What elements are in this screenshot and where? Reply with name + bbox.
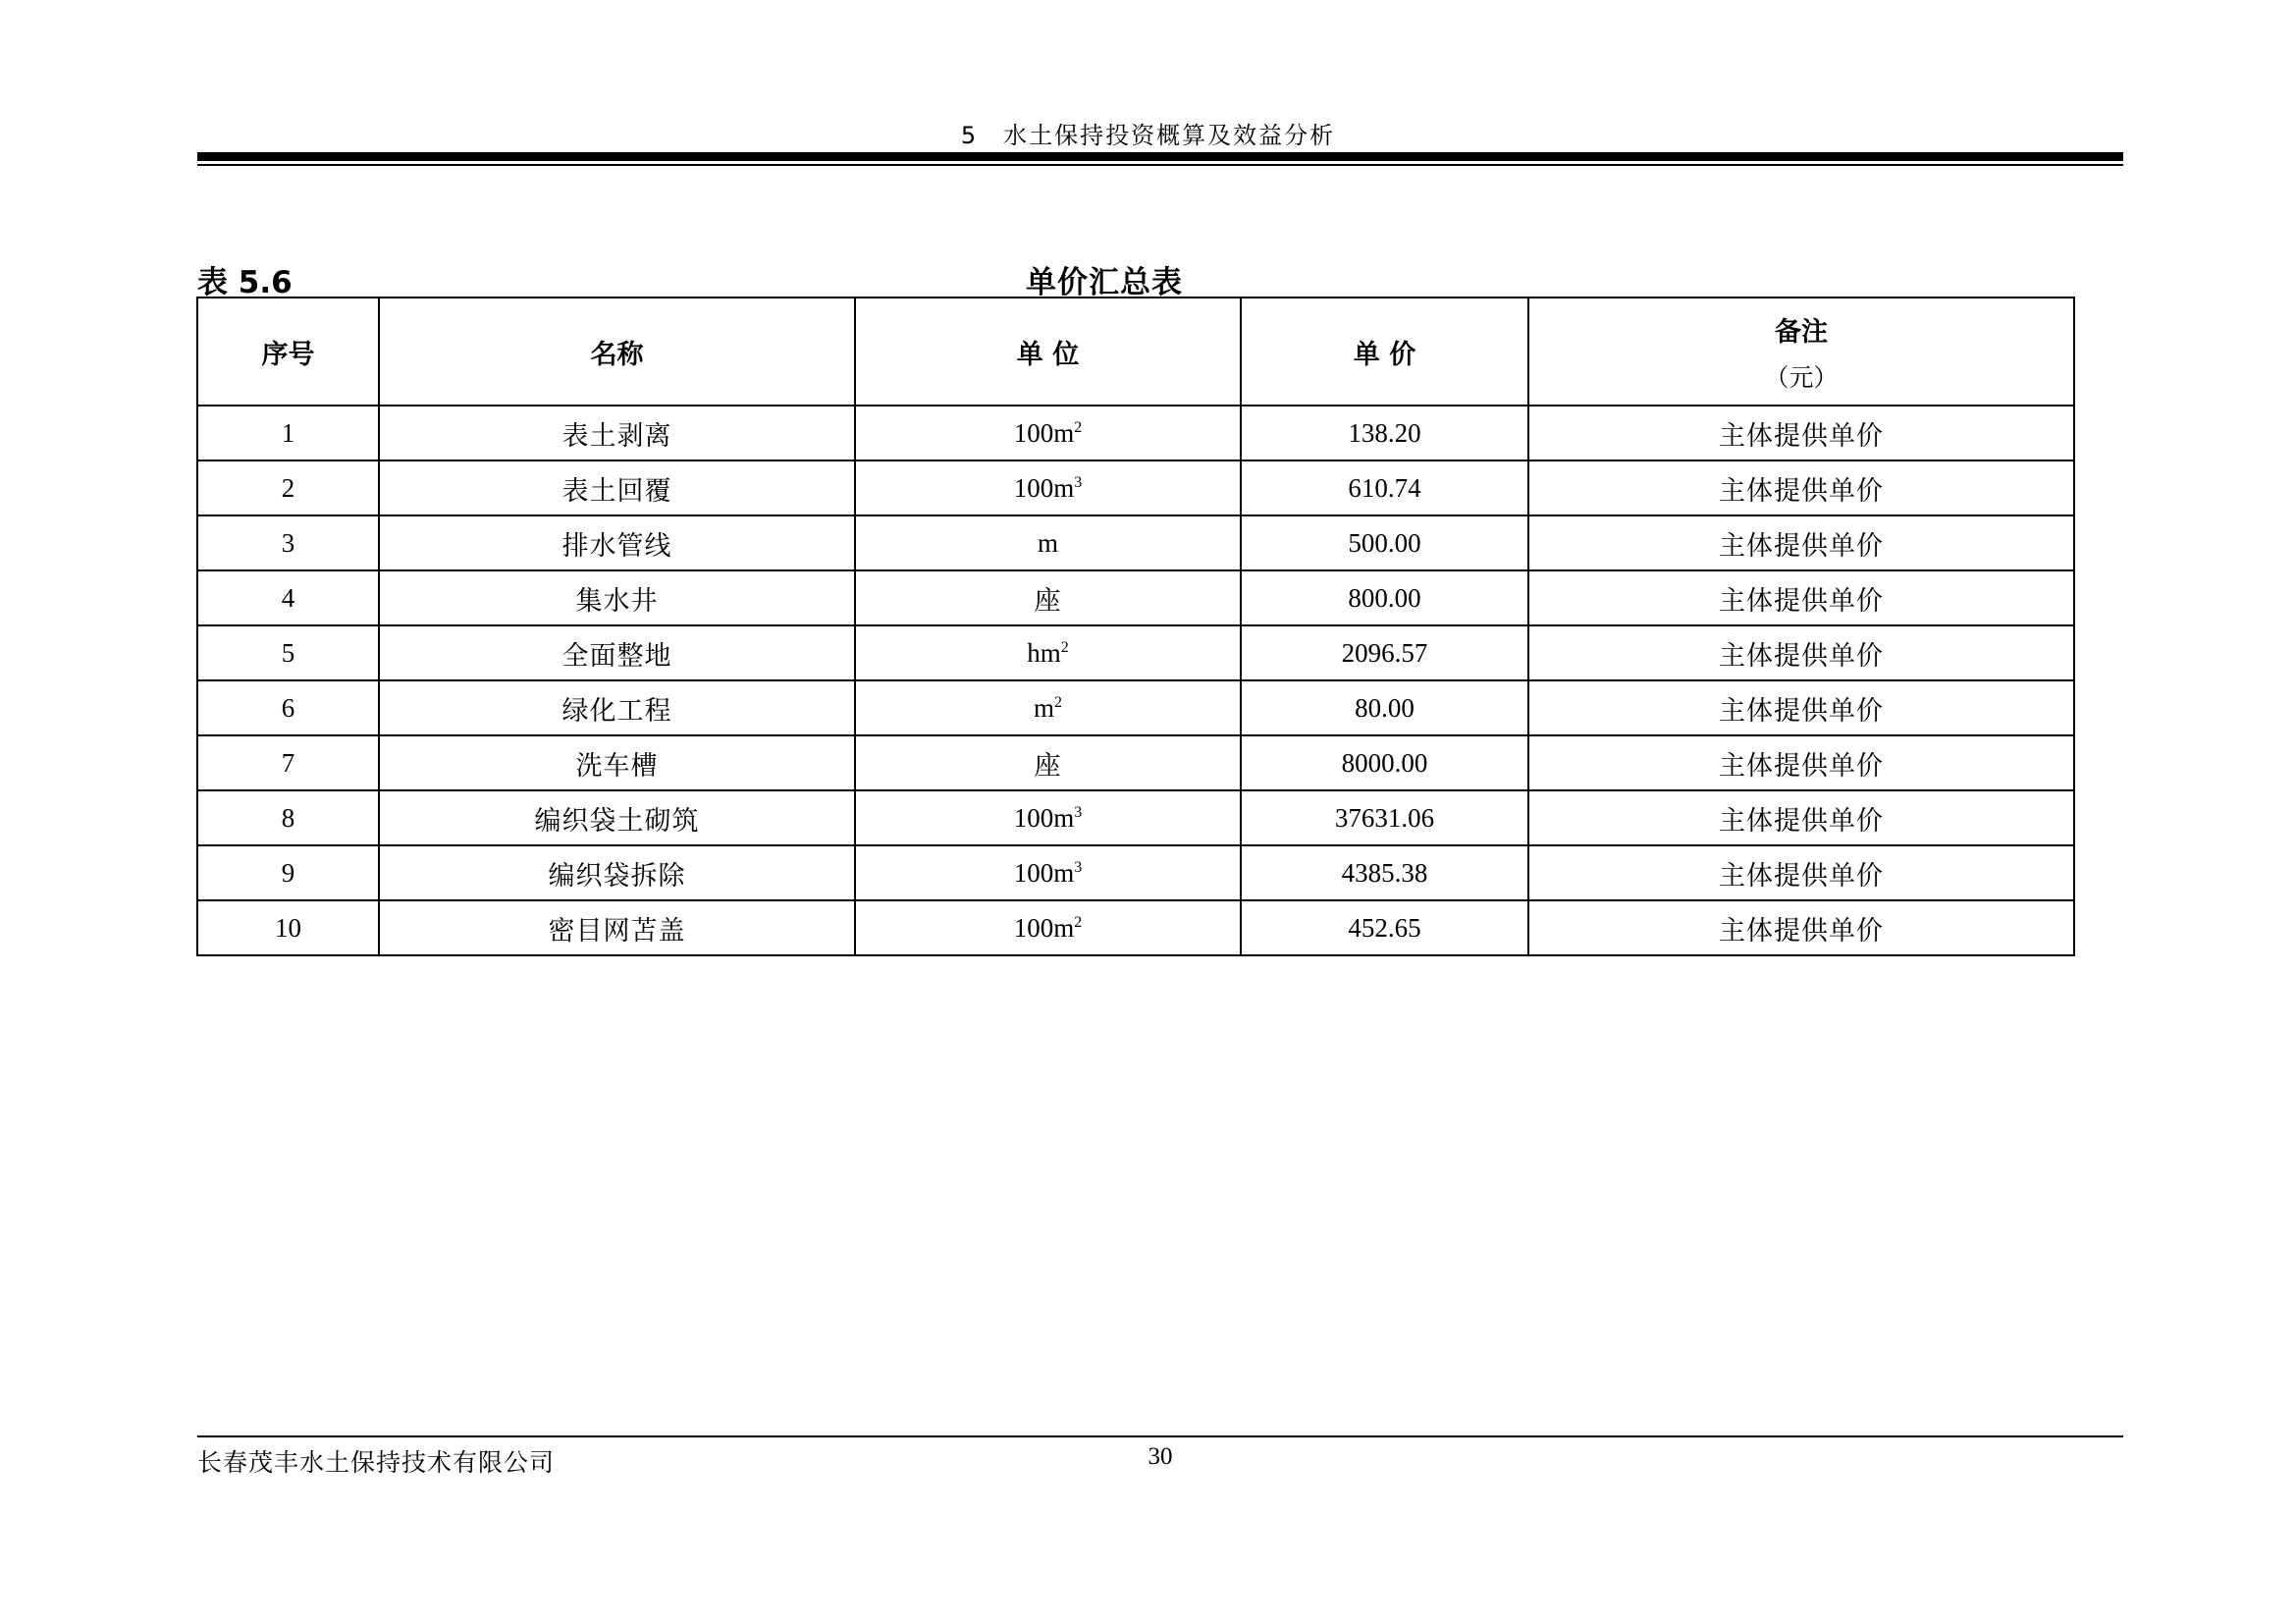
- cell-name: 集水井: [379, 570, 855, 625]
- cell-name: 洗车槽: [379, 735, 855, 790]
- cell-unit: [855, 735, 1241, 790]
- cell-name: 表土剥离: [379, 406, 855, 460]
- footer-rule: [197, 1435, 2123, 1437]
- cell-price: 8000.00: [1241, 735, 1528, 790]
- table-row: [197, 625, 2074, 680]
- cell-price: 2096.57: [1241, 625, 1528, 680]
- cell-unit: [855, 406, 1241, 460]
- table-row: [197, 460, 2074, 515]
- cell-index: 3: [197, 515, 379, 570]
- unit-base: m: [1037, 527, 1058, 558]
- table-row: [197, 900, 2074, 955]
- table-row: [197, 790, 2074, 845]
- cell-price: 80.00: [1241, 680, 1528, 735]
- unit-base: 100m: [1013, 912, 1075, 943]
- cell-remark: 主体提供单价: [1528, 515, 2074, 570]
- footer-company: 长春茂丰水土保持技术有限公司: [197, 1448, 556, 1477]
- chapter-header: 5 水土保持投资概算及效益分析: [960, 122, 1336, 149]
- unit-base: 座: [1034, 585, 1062, 617]
- table-row: [197, 680, 2074, 735]
- cell-name: 密目网苫盖: [379, 900, 855, 955]
- cell-name: 编织袋土砌筑: [379, 790, 855, 845]
- unit-base: 100m: [1013, 417, 1075, 448]
- table-row: [197, 845, 2074, 900]
- cell-name: 绿化工程: [379, 680, 855, 735]
- page-number: 30: [1148, 1443, 1173, 1470]
- unit-exponent: 2: [1060, 638, 1069, 656]
- table-row: [197, 735, 2074, 790]
- unit-base: m: [1033, 692, 1054, 723]
- table-row: [197, 515, 2074, 570]
- cell-index: 8: [197, 790, 379, 845]
- col-header-unit: 单 位: [855, 298, 1241, 406]
- unit-exponent: 2: [1074, 418, 1083, 436]
- cell-remark: 主体提供单价: [1528, 460, 2074, 515]
- cell-price: 4385.38: [1241, 845, 1528, 900]
- cell-name: 编织袋拆除: [379, 845, 855, 900]
- cell-unit: [855, 515, 1241, 570]
- cell-unit: [855, 460, 1241, 515]
- table-body: [197, 406, 2074, 955]
- cell-price: 452.65: [1241, 900, 1528, 955]
- cell-unit: [855, 845, 1241, 900]
- cell-price: 37631.06: [1241, 790, 1528, 845]
- cell-index: 9: [197, 845, 379, 900]
- col-header-price: 单 价: [1241, 298, 1528, 406]
- cell-unit: [855, 625, 1241, 680]
- header-rule-thick: [197, 152, 2123, 161]
- cell-name: 表土回覆: [379, 460, 855, 515]
- cell-price: 138.20: [1241, 406, 1528, 460]
- cell-remark: 主体提供单价: [1528, 570, 2074, 625]
- cell-index: 4: [197, 570, 379, 625]
- cell-index: 2: [197, 460, 379, 515]
- cell-unit: [855, 790, 1241, 845]
- cell-remark: 主体提供单价: [1528, 680, 2074, 735]
- unit-base: hm: [1027, 637, 1061, 668]
- table-row: [197, 406, 2074, 460]
- cell-index: 10: [197, 900, 379, 955]
- unit-exponent: 2: [1074, 913, 1083, 931]
- cell-unit: [855, 570, 1241, 625]
- col-header-remark-label: 备注: [1775, 316, 1828, 348]
- cell-index: 1: [197, 406, 379, 460]
- unit-price-table: [196, 297, 2075, 956]
- unit-base: 100m: [1013, 857, 1075, 888]
- cell-remark: 主体提供单价: [1528, 790, 2074, 845]
- unit-base: 100m: [1013, 802, 1075, 833]
- cell-name: 全面整地: [379, 625, 855, 680]
- cell-price: 500.00: [1241, 515, 1528, 570]
- unit-base: 座: [1034, 750, 1062, 782]
- unit-exponent: 3: [1074, 803, 1083, 821]
- unit-base: 100m: [1013, 472, 1075, 503]
- cell-name: 排水管线: [379, 515, 855, 570]
- unit-exponent: 3: [1074, 473, 1083, 491]
- cell-index: 7: [197, 735, 379, 790]
- table-row: [197, 570, 2074, 625]
- cell-unit: [855, 680, 1241, 735]
- col-header-index: 序号: [197, 298, 379, 406]
- cell-index: 6: [197, 680, 379, 735]
- cell-remark: 主体提供单价: [1528, 900, 2074, 955]
- cell-remark: 主体提供单价: [1528, 406, 2074, 460]
- unit-exponent: 2: [1054, 693, 1062, 711]
- cell-remark: 主体提供单价: [1528, 845, 2074, 900]
- header-rule-thin: [197, 164, 2123, 166]
- unit-exponent: 3: [1074, 858, 1083, 876]
- col-header-remark-sub: （元）: [1764, 362, 1839, 392]
- cell-remark: 主体提供单价: [1528, 625, 2074, 680]
- table-title: 单价汇总表: [1026, 265, 1183, 300]
- table-header-row: [197, 298, 2074, 406]
- col-header-remark: [1528, 298, 2074, 406]
- col-header-name: 名称: [379, 298, 855, 406]
- cell-price: 800.00: [1241, 570, 1528, 625]
- table-label: 表 5.6: [197, 265, 293, 300]
- cell-index: 5: [197, 625, 379, 680]
- cell-price: 610.74: [1241, 460, 1528, 515]
- cell-remark: 主体提供单价: [1528, 735, 2074, 790]
- cell-unit: [855, 900, 1241, 955]
